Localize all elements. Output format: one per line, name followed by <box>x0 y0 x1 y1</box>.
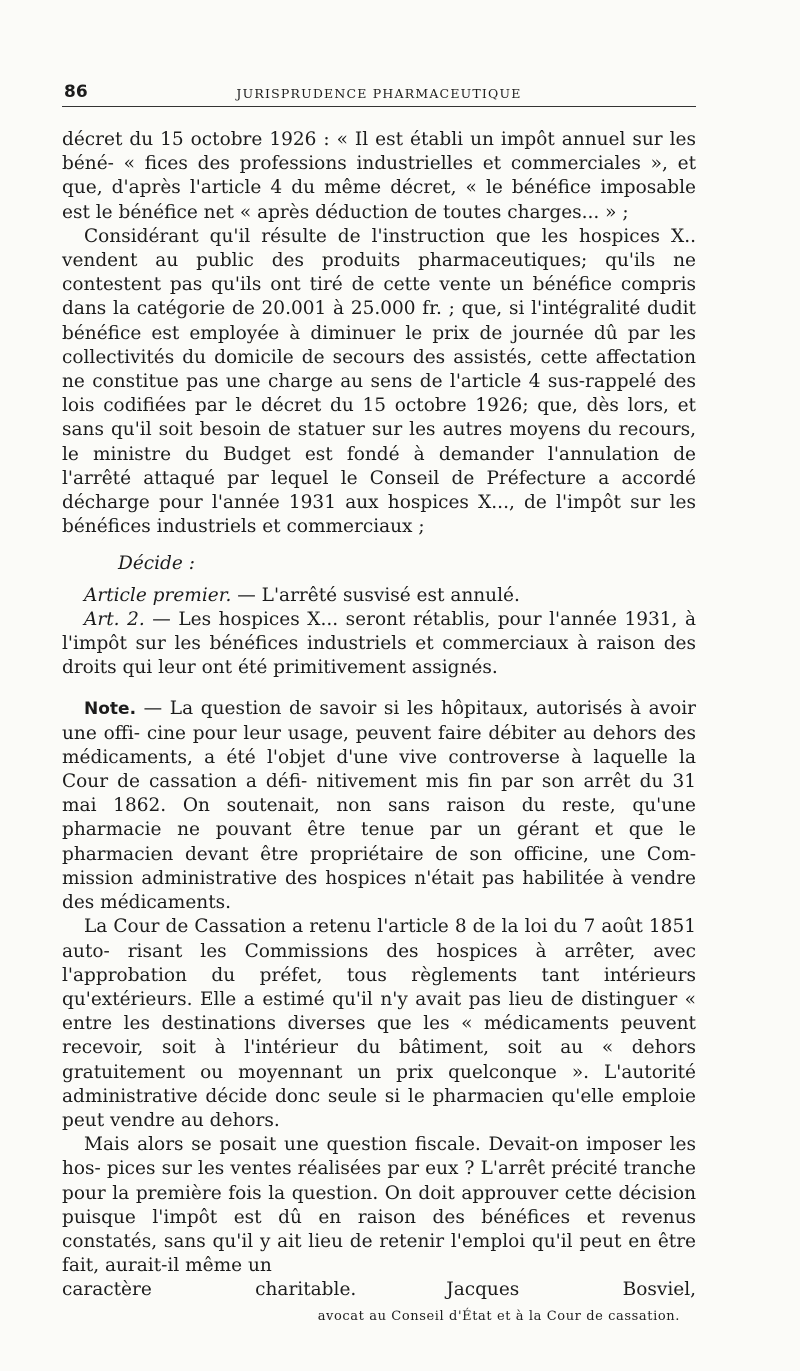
paragraph-considerant: Considérant qu'il résulte de l'instruction que les hospices X.. vendent au public des produits pharmaceutiques; qu'ils ne contestent pas qu'ils ont tiré de cette vente un bénéfice compris dans la catégorie de 20.001 à 25.000 fr. ; que, si l'intégralité dudit bénéfice est employée à diminuer le prix de journée dû par les collectivités du domicile de secours des assistés, cette affectation ne constitue pas une charge au sens de l'article 4 sus-rappelé des lois codifiées par le décret du 15 octobre 1926; que, dès lors, et sans qu'il soit besoin de statuer sur les autres moyens du recours, le ministre du Budget est fondé à demander l'annulation de l'arrêté attaqué par lequel le Conseil de Préfecture a accordé décharge pour l'année 1931 aux hospices X..., de l'impôt sur les bénéfices industriels et commerciaux ; <box>62 225 696 538</box>
article-1 <box>62 584 696 608</box>
article-2-label: Art. 2. <box>84 608 145 630</box>
page-header <box>62 82 696 107</box>
running-title: JURISPRUDENCE PHARMACEUTIQUE <box>236 86 522 101</box>
decide-heading: Décide : <box>118 553 195 575</box>
paragraph-mais: Mais alors se posait une question fiscale. Devait-on imposer les hos- pices sur les ventes réalisées par eux ? L'arrêt précité tranche pour la première fois la question. On doit approuver cette décision puisque l'impôt est dû en raison des bénéfices et revenus constatés, sans qu'il y ait lieu de retenir l'emploi qu'il peut en être fait, aurait-il même un <box>62 1134 696 1277</box>
article-2 <box>62 608 696 681</box>
article-1-text: — L'arrêté susvisé est annulé. <box>231 584 520 606</box>
page-number: 86 <box>64 82 88 102</box>
paragraph-cour: La Cour de Cassation a retenu l'article 8 de la loi du 7 août 1851 auto- risant les Commissions des hospices à arrêter, avec l'approbation du préfet, tous règlements tant intérieurs qu'extérieurs. Elle a estimé qu'il n'y avait pas lieu de distinguer « entre les destinations diverses que les « médicaments peuvent recevoir, soit à l'intérieur du bâtiment, soit au « dehors gratuitement ou moyennant un prix quelconque ». L'autorité administrative décide donc seule si le pharmacien qu'elle emploie peut vendre au dehors. <box>62 916 696 1131</box>
author-name: Jacques Bosviel, <box>446 1279 696 1301</box>
note-label: Note. <box>84 699 137 720</box>
article-2-text: — Les hospices X... seront rétablis, pour l'année 1931, à l'impôt sur les bénéfices industriels et commerciaux à raison des droits qui leur ont été primitivement assignés. <box>62 608 696 679</box>
signature-line <box>62 1278 696 1302</box>
author-credit: avocat au Conseil d'État et à la Cour de cassation. <box>317 1308 680 1324</box>
paragraph-decret: décret du 15 octobre 1926 : « Il est établi un impôt annuel sur les béné- « fices des professions industrielles et commerciales », et que, d'après l'article 4 du même décret, « le bénéfice imposable est le bénéfice net « après déduction de toutes charges... » ; <box>62 129 696 223</box>
article-1-label: Article premier. <box>84 584 232 606</box>
note-paragraph <box>62 697 696 915</box>
note-text: — La question de savoir si les hôpitaux, autorisés à avoir une offi- cine pour leur usage, peuvent faire débiter au dehors des médicaments, a été l'objet d'une vive controverse à laquelle la Cour de cassation a défi- nitivement mis fin par son arrêt du 31 mai 1862. On soutenait, non sans raison du reste, qu'une pharmacie ne pouvant être tenue par un gérant et que le pharmacien devant être propriétaire de son officine, une Com- mission administrative des hospices n'était pas habilitée à vendre des médicaments. <box>62 698 696 914</box>
page-body <box>62 128 696 1329</box>
last-line-text: caractère charitable. <box>62 1279 357 1301</box>
